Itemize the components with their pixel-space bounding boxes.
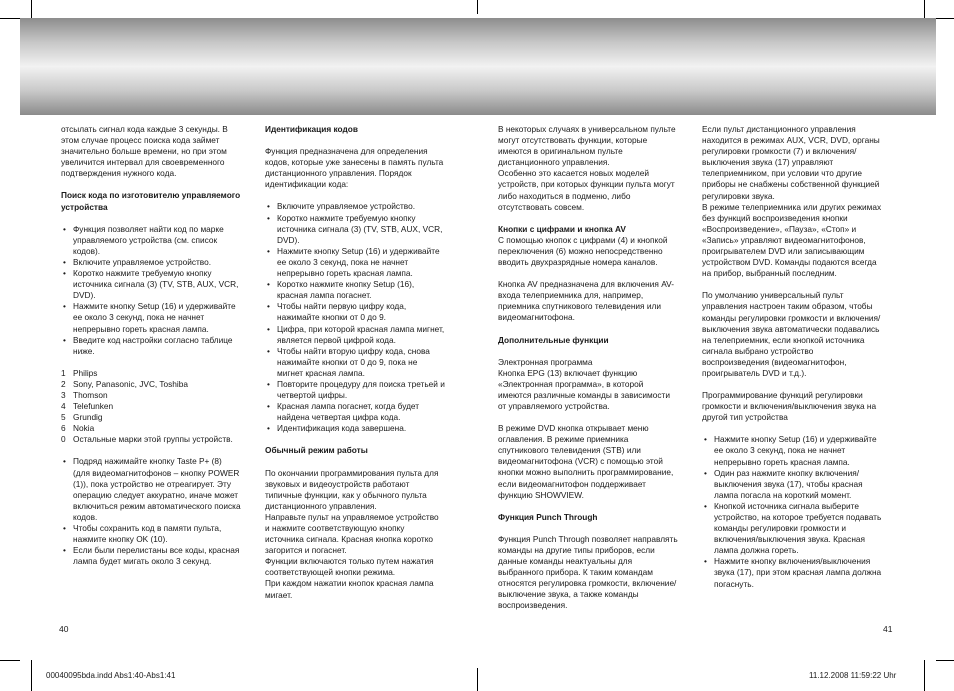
bullet-item: • Чтобы сохранить код в памяти пульта, нажмите кнопку OK (10).: [61, 523, 241, 545]
item-number: 3: [61, 389, 66, 400]
paragraph: Особенно это касается новых моделей устройств, при которых функции пульта могут либо находиться в подменю, либо отсутствовать совсем.: [498, 168, 678, 212]
numbered-item: [61, 390, 241, 401]
bullet-item: • Коротко нажмите кнопку Setup (16), красная лампа погаснет.: [265, 279, 445, 301]
crop-mark: [924, 0, 925, 18]
crop-mark: [0, 660, 20, 661]
bullet-item: • Включите управляемое устройство.: [265, 201, 445, 212]
spacer: [498, 412, 678, 423]
bullet-item: • Включите управляемое устройство.: [61, 257, 241, 268]
spacer: [702, 279, 882, 290]
crop-mark: [31, 660, 32, 691]
bullet-item: • Функция позволяет найти код по марке управляемого устройства (см. список кодов).: [61, 224, 241, 257]
paragraph: При каждом нажатии кнопок красная лампа мигает.: [265, 578, 436, 600]
bullet-item: • Если были перелистаны все коды, красная лампа будет мигать около 3 секунд.: [61, 545, 241, 567]
spacer: [61, 213, 241, 224]
bullet-item: • Подряд нажимайте кнопку Taste P+ (8) (для видеомагнитофонов – кнопку POWER (1)), пока устройство не отреагирует. Эту операцию следует аккуратно, иначе может включиться режим автоматического поиска кодов.: [61, 456, 241, 523]
crop-mark: [477, 668, 478, 691]
item-text: Остальные марки этой группы устройств.: [73, 434, 233, 445]
bullet-item: • Идентификация кода завершена.: [265, 423, 445, 434]
spacer: [702, 379, 882, 390]
item-text: Sony, Panasonic, JVC, Toshiba: [73, 378, 188, 389]
paragraph: В режиме телеприемника или других режимах без функций воспроизведения кнопки «Воспроизведение», «Пауза», «Стоп» и «Запись» управляют видеомагнитофонов, проигрывателем DVD или записывающим устройством DVD. Команды подаются всегда на прибор, выбранный последним.: [702, 201, 884, 279]
spacer: [498, 501, 678, 512]
section-heading: Идентификация кодов: [265, 124, 358, 134]
bullet-item: • Чтобы найти первую цифру кода, нажимайте кнопки от 0 до 9.: [265, 301, 445, 323]
paragraph: Направьте пульт на управляемое устройство и нажмите соответствующую кнопку источника сигнала. Красная кнопка коротко загорится и погаснет.: [265, 511, 441, 556]
bullet-item: • Нажмите кнопку Setup (16) и удерживайте ее около 3 секунд, пока не начнет непрерывно гореть красная лампа.: [702, 434, 882, 467]
item-text: Grundig: [73, 412, 103, 423]
spacer: [498, 324, 678, 335]
bullet-item: • Повторите процедуру для поиска третьей и четвертой цифры.: [265, 379, 445, 401]
numbered-item: [61, 368, 241, 379]
item-number: 2: [61, 378, 66, 389]
text-column-3: [498, 124, 678, 611]
spacer: [265, 135, 445, 146]
paragraph: Функция Punch Through позволяет направлять команды на другие типы приборов, если данные команды неактуальны для выбранного прибора. К таким командам относятся регулировка громкости, включение/выключение звука, а также команды воспроизведения.: [498, 533, 680, 611]
text-column-2: [265, 124, 448, 601]
numbered-item: [61, 423, 241, 434]
numbered-item: [61, 434, 241, 445]
paragraph: отсылать сигнал кода каждые 3 секунды. В этом случае процесс поиска кода займет значительно больше времени, но при этом увеличится интервал для своевременного подтверждения нужного кода.: [61, 124, 231, 179]
spacer: [265, 457, 445, 468]
spacer: [498, 523, 678, 534]
item-number: 5: [61, 412, 66, 423]
paragraph: Электронная программа: [498, 356, 593, 367]
crop-mark: [936, 18, 954, 19]
section-heading: Дополнительные функции: [498, 334, 609, 345]
text-column-1: [61, 124, 241, 567]
section-heading: Кнопки с цифрами и кнопка AV: [498, 223, 626, 234]
crop-mark: [31, 0, 32, 18]
paragraph: Функции включаются только путем нажатия соответствующей кнопки режима.: [265, 556, 436, 578]
paragraph: Функция предназначена для определения кодов, которые уже занесены в память пульта дистанционного управления. Порядок идентификации кода:: [265, 146, 446, 190]
paragraph: В режиме DVD кнопка открывает меню оглавления. В режиме приемника спутникового телевидения (STB) или видеомагнитофона (VCR) с помощью этой кнопки можно выполнить программирование, если видеомагнитофон поддерживает функцию SHOWVIEW.: [498, 423, 676, 500]
numbered-item: [61, 401, 241, 412]
bullet-item: • Нажмите кнопку Setup (16) и удерживайте ее около 3 секунд, пока не начнет непрерывно гореть красная лампа.: [265, 246, 445, 279]
footer-timestamp: 11.12.2008 11:59:22 Uhr: [809, 671, 897, 680]
paragraph: По окончании программирования пульта для звуковых и видеоустройств работают типичные функции, как у обычного пульта дистанционного управления.: [265, 467, 441, 511]
item-text: Thomson: [73, 389, 108, 400]
item-text: Telefunken: [73, 401, 114, 412]
numbered-item: [61, 412, 241, 423]
item-text: Philips: [73, 367, 98, 378]
item-number: 0: [61, 434, 66, 445]
item-number: 6: [61, 423, 66, 434]
crop-mark: [936, 660, 954, 661]
paragraph: В некоторых случаях в универсальном пульте могут отсутствовать функции, которые имеются в оригинальном пульте дистанционного управления.: [498, 124, 678, 168]
bullet-item: • Чтобы найти вторую цифру кода, снова нажимайте кнопки от 0 до 9, пока не мигнет красная лампа.: [265, 346, 445, 379]
bullet-item: • Красная лампа погаснет, когда будет найдена четвертая цифра кода.: [265, 401, 445, 423]
bullet-item: • Один раз нажмите кнопку включения/выключения звука (17), чтобы красная лампа погасла на короткий момент.: [702, 468, 882, 501]
paragraph: Программирование функций регулировки громкости и включения/выключения звука на другой тип устройства: [702, 390, 879, 423]
spacer: [265, 190, 445, 201]
spacer: [702, 423, 882, 434]
bullet-item: • Коротко нажмите требуемую кнопку источника сигнала (3) (TV, STB, AUX, VCR, DVD).: [265, 213, 445, 246]
section-heading: Функция Punch Through: [498, 511, 598, 522]
numbered-item: [61, 379, 241, 390]
text-column-4: [702, 124, 882, 590]
bullet-item: • Нажмите кнопку включения/выключения звука (17), при этом красная лампа должна погаснуть.: [702, 556, 882, 589]
crop-mark: [0, 18, 20, 19]
item-text: Nokia: [73, 423, 95, 434]
spacer: [61, 179, 241, 190]
header-banner: [20, 18, 936, 115]
item-number: 4: [61, 401, 66, 412]
bullet-item: • Нажмите кнопку Setup (16) и удерживайте ее около 3 секунд, пока не начнет непрерывно гореть красная лампа.: [61, 301, 241, 334]
paragraph: С помощью кнопок с цифрами (4) и кнопкой переключения (6) можно непосредственно вводить двухразрядные номера каналов.: [498, 234, 670, 268]
spacer: [61, 357, 241, 368]
spacer: [498, 346, 678, 357]
spacer: [498, 268, 678, 279]
section-heading: Поиск кода по изготовителю управляемого устройства: [61, 190, 243, 212]
spacer: [498, 213, 678, 224]
section-heading: Обычный режим работы: [265, 445, 368, 456]
crop-mark: [477, 0, 478, 14]
bullet-item: • Введите код настройки согласно таблице ниже.: [61, 335, 241, 357]
paragraph: Кнопка EPG (13) включает функцию «Электронная программа», в которой имеются различные команды в зависимости от управляемого устройства.: [498, 367, 673, 411]
bullet-item: • Коротко нажмите требуемую кнопку источника сигнала (3) (TV, STB, AUX, VCR, DVD).: [61, 268, 241, 301]
bullet-item: • Цифра, при которой красная лампа мигнет, является первой цифрой кода.: [265, 324, 445, 346]
paragraph: Если пульт дистанционного управления находится в режимах AUX, VCR, DVD, органы регулировки громкости (7) и включения/выключения звука (17) управляют телеприемником, при условии что другие приборы не снабжены собственной функцией регулировки звука.: [702, 124, 883, 201]
paragraph: По умолчанию универсальный пульт управления настроен таким образом, чтобы команды регулировки громкости и включения/выключения звука автоматически подавались на телеприемник, если кнопкой источника сигнала выбрано устройство воспроизведения (видеомагнитофон, проигрыватель DVD и т.д.).: [702, 290, 882, 378]
page-number-left: 40: [59, 624, 69, 634]
page-number-right: 41: [883, 624, 893, 634]
footer-file-info: 00040095bda.indd Abs1:40-Abs1:41: [46, 671, 176, 680]
paragraph: Кнопка AV предназначена для включения AV-входа телеприемника для, например, приемника спутникового телевидения или видеомагнитофона.: [498, 279, 674, 323]
item-number: 1: [61, 367, 66, 378]
spacer: [265, 434, 445, 445]
bullet-item: • Кнопкой источника сигнала выберите устройство, на которое требуется подавать команды регулировки громкости и включения/выключения звука. Красная лампа должна гореть.: [702, 501, 882, 556]
crop-mark: [924, 660, 925, 691]
spacer: [61, 445, 241, 456]
